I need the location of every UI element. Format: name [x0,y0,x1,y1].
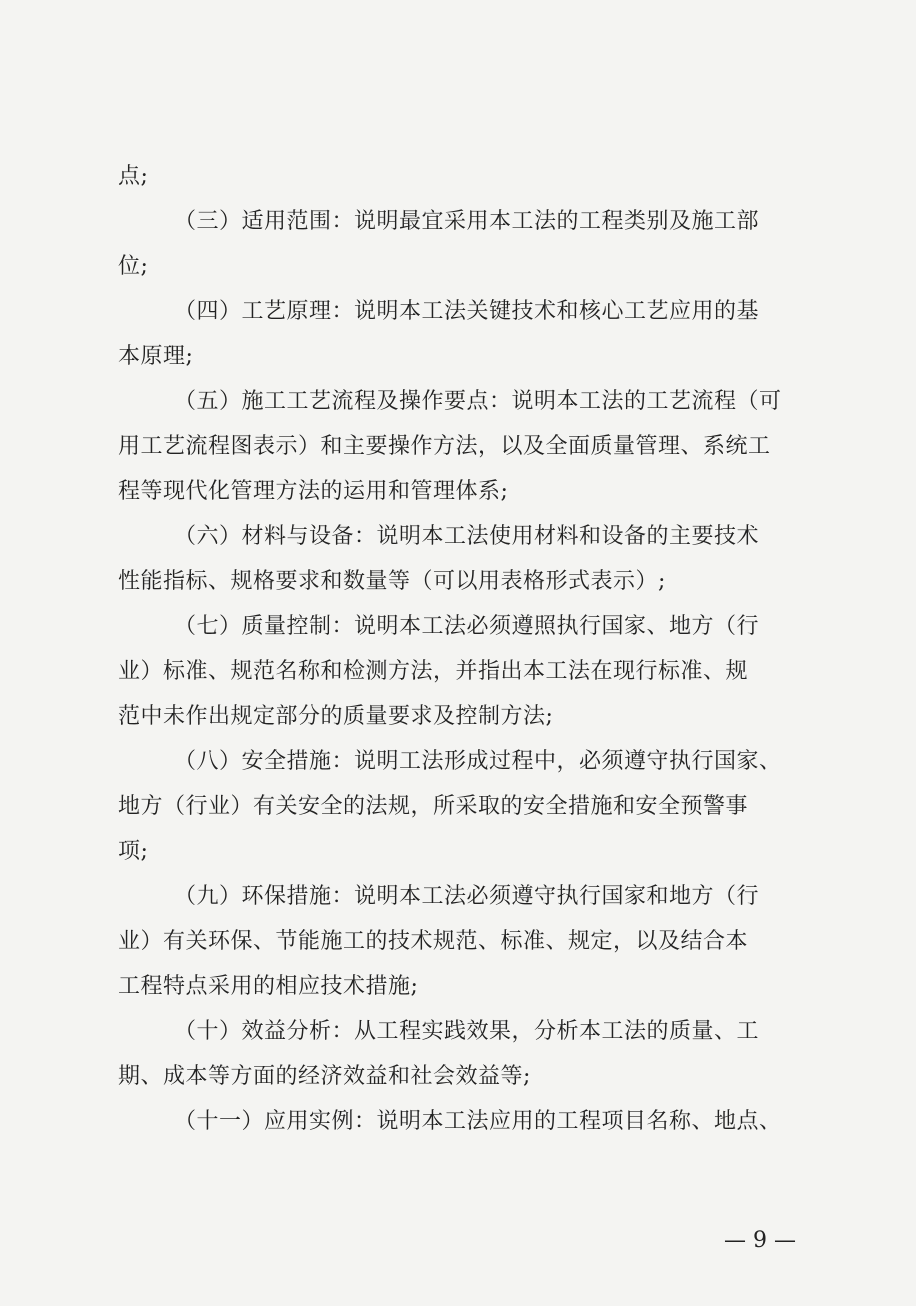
text-line: （十）效益分析：从工程实践效果，分析本工法的质量、工 [174,1019,760,1044]
text-line: （九）环保措施：说明本工法必须遵守执行国家和地方（行 [174,884,760,909]
text-line: （十一）应用实例：说明本工法应用的工程项目名称、地点、 [174,1109,782,1134]
text-line: 本原理; [118,344,194,369]
text-line: 地方（行业）有关安全的法规，所采取的安全措施和安全预警事 [118,794,749,819]
text-line: 位; [118,254,149,279]
text-line: 点; [118,164,149,189]
text-line: （五）施工工艺流程及操作要点：说明本工法的工艺流程（可 [174,389,782,414]
text-line: 业）有关环保、节能施工的技术规范、标准、规定，以及结合本 [118,929,749,954]
text-line: 范中未作出规定部分的质量要求及控制方法; [118,704,554,729]
text-line: 用工艺流程图表示）和主要操作方法，以及全面质量管理、系统工 [118,434,771,459]
document-body [118,154,808,1144]
page-number: — 9 — [724,1228,796,1253]
text-line: （六）材料与设备：说明本工法使用材料和设备的主要技术 [174,524,760,549]
text-line: 期、成本等方面的经济效益和社会效益等; [118,1064,531,1089]
text-line: 业）标准、规范名称和检测方法，并指出本工法在现行标准、规 [118,659,749,684]
text-line: 工程特点采用的相应技术措施; [118,974,419,999]
text-line: （四）工艺原理：说明本工法关键技术和核心工艺应用的基 [174,299,760,324]
text-line: 项; [118,839,149,864]
text-line: （七）质量控制：说明本工法必须遵照执行国家、地方（行 [174,614,760,639]
text-line: （八）安全措施：说明工法形成过程中，必须遵守执行国家、 [174,749,782,774]
text-line: 程等现代化管理方法的运用和管理体系; [118,479,509,504]
text-line: 性能指标、规格要求和数量等（可以用表格形式表示）; [118,569,666,594]
text-line: （三）适用范围：说明最宜采用本工法的工程类别及施工部 [174,209,760,234]
